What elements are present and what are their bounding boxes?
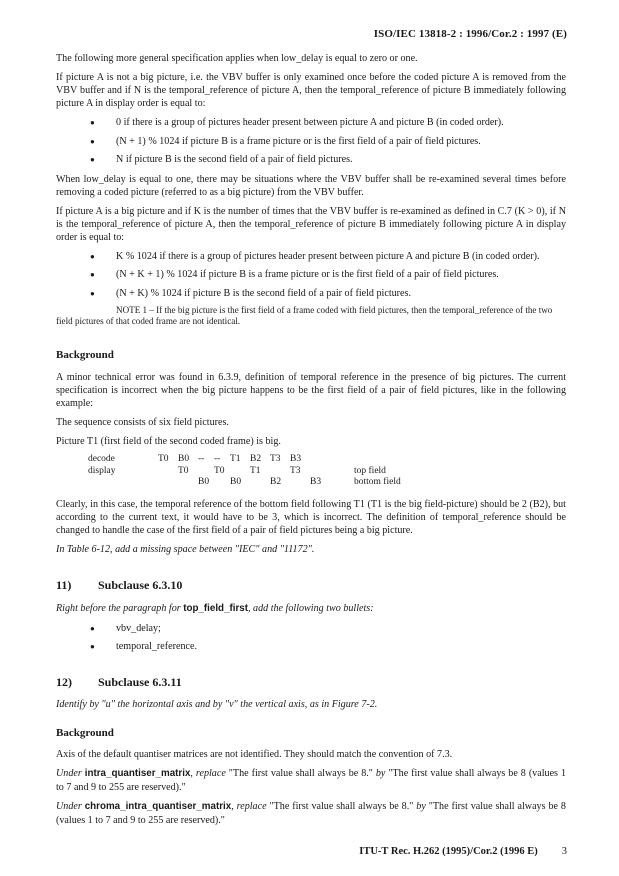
- background-paragraph-3: Picture T1 (first field of the second coded frame) is big.: [56, 436, 281, 447]
- table-cell: B0: [230, 477, 242, 488]
- table-cell: [310, 454, 354, 466]
- table-cell: T0: [214, 465, 225, 476]
- page-number: 3: [561, 846, 567, 857]
- code-term: chroma_intra_quantiser_matrix: [84, 800, 232, 812]
- table-cell: [354, 454, 405, 466]
- section-number: 11): [56, 578, 72, 593]
- list-item: ● K % 1024 if there is a group of pictures header present between picture A and picture B (in coded order).: [116, 250, 566, 263]
- table-cell: T1: [230, 454, 241, 465]
- old-text: "The first value shall always be 8.": [228, 767, 373, 779]
- instruction-text: , replace: [231, 800, 270, 812]
- instruction-text: Under: [56, 800, 85, 812]
- page-footer: [359, 846, 567, 857]
- list-item: ● (N + K) % 1024 if picture B is the second field of a pair of field pictures.: [116, 287, 566, 300]
- table-cell: [198, 466, 214, 478]
- page-header: ISO/IEC 13818-2 : 1996/Cor.2 : 1997 (E): [373, 28, 567, 40]
- instruction-text: In Table 6-12, add a missing space between "IEC" and "11172".: [56, 544, 315, 556]
- section-title: Subclause 6.3.11: [98, 674, 182, 689]
- background-paragraph-4: Clearly, in this case, the temporal reference of the bottom field following T1 (T1 is the big field-picture) should be 2 (B2), but according to the current text, it would have to be 3, which is incorrect. The definition of temporal_reference should be changed to handle the case of the first field of a pair of field pictures being a big picture.: [56, 498, 566, 537]
- table-cell: top field: [354, 465, 386, 476]
- table-cell: [178, 477, 198, 489]
- table-cell: [250, 477, 270, 489]
- list-item: ● (N + 1) % 1024 if picture B is a frame picture or is the first field of a pair of field pictures.: [116, 135, 566, 148]
- table-cell: B2: [270, 477, 282, 488]
- table-cell: --: [214, 454, 221, 465]
- intro-paragraph: The following more general specification applies when low_delay is equal to zero or one.: [56, 53, 418, 64]
- footer-text: ITU-T Rec. H.262 (1995)/Cor.2 (1996 E): [359, 846, 538, 857]
- background-paragraph-1: A minor technical error was found in 6.3.9, definition of temporal reference in the presence of big pictures. The current specification is incorrect when the big picture happens to be the first field of a pair of field pictures, like in the following example:: [56, 371, 566, 409]
- note-1: NOTE 1 – If the big picture is the first field of a frame coded with field pictures, then the temporal_reference of the two field pictures of that coded frame are not identical.: [56, 304, 553, 327]
- list-item: ● temporal_reference.: [116, 640, 566, 653]
- table-cell: B2: [250, 454, 262, 465]
- instruction-text: by: [372, 767, 389, 779]
- background-paragraph: Axis of the default quantiser matrices are not identified. They should match the convention of 7.3.: [56, 748, 453, 760]
- section-title: Subclause 6.3.10: [98, 578, 183, 593]
- table-cell: display: [88, 465, 116, 476]
- new-text: "The first value shall always be 8 (values 1 to 7 and 9 to 255 are reserved).": [56, 767, 566, 793]
- table-cell: [290, 477, 310, 489]
- table-cell: [230, 466, 250, 478]
- instruction-text: Identify by "u" the horizontal axis and by "v" the vertical axis, as in Figure 7-2.: [56, 699, 378, 711]
- table-cell: B3: [290, 454, 302, 465]
- subclause-12-heading: [56, 675, 566, 691]
- sequence-table: [88, 454, 405, 489]
- table-cell: [214, 477, 230, 489]
- table-cell: T0: [178, 465, 189, 476]
- table-cell: [158, 477, 178, 489]
- table-cell: T3: [270, 454, 281, 465]
- instruction-text: Under: [56, 767, 85, 779]
- table-cell: T0: [158, 454, 169, 465]
- lowdelay-paragraph: When low_delay is equal to one, there may be situations where the VBV buffer shall be re-examined several times before removing a coded picture (referred to as a big picture) from the VBV buffer.: [56, 173, 566, 198]
- document-body: [56, 52, 566, 833]
- list-item: ● 0 if there is a group of pictures header present between picture A and picture B (in coded order).: [116, 116, 566, 129]
- code-term: top_field_first: [183, 602, 248, 614]
- chroma-quantiser-instruction: [56, 800, 566, 827]
- intra-quantiser-instruction: [56, 767, 566, 794]
- background-heading: Background: [56, 726, 114, 739]
- table-cell: B0: [178, 454, 190, 465]
- instruction-text: Right before the paragraph for: [56, 602, 184, 614]
- new-text: "The first value shall always be 8 (values 1 to 7 and 9 to 255 are reserved).": [56, 800, 566, 826]
- table-cell: [270, 466, 290, 478]
- background-heading: Background: [56, 349, 114, 362]
- table-6-12-instruction: [56, 543, 566, 556]
- old-text: "The first value shall always be 8.": [269, 800, 414, 812]
- table-cell: [310, 466, 354, 478]
- instruction-text: , replace: [190, 767, 229, 779]
- subclause-12-instruction: [56, 698, 566, 711]
- code-term: intra_quantiser_matrix: [84, 767, 191, 779]
- table-cell: T1: [250, 465, 261, 476]
- subclause-11-heading: [56, 578, 566, 594]
- instruction-text: , add the following two bullets:: [247, 602, 374, 614]
- table-cell: --: [198, 454, 205, 465]
- table-cell: [88, 477, 158, 489]
- table-row: [88, 466, 405, 478]
- notbig-bullet-list: [56, 116, 566, 165]
- table-cell: B3: [310, 477, 322, 488]
- table-cell: bottom field: [354, 477, 401, 488]
- list-item: ● N if picture B is the second field of a pair of field pictures.: [116, 153, 566, 166]
- table-cell: [158, 466, 178, 478]
- table-row: [88, 477, 405, 489]
- list-item: ● vbv_delay;: [116, 622, 566, 635]
- notbig-lead-paragraph: If picture A is not a big picture, i.e. the VBV buffer is only examined once before the coded picture A is removed from the VBV buffer and if N is the temporal_reference of picture A, then the temporal_reference of picture B immediately following picture A in display order is equal to:: [56, 72, 566, 110]
- background-paragraph-2: The sequence consists of six field pictures.: [56, 416, 229, 428]
- subclause-11-instruction: [56, 602, 566, 616]
- list-item: ● (N + K + 1) % 1024 if picture B is a frame picture or is the first field of a pair of field pictures.: [116, 268, 566, 281]
- table-row: [88, 454, 405, 466]
- subclause-11-bullet-list: [56, 622, 566, 653]
- section-number: 12): [56, 674, 72, 689]
- table-cell: decode: [88, 454, 115, 465]
- instruction-text: by: [413, 800, 429, 812]
- table-cell: B0: [198, 477, 210, 488]
- big-lead-paragraph: If picture A is a big picture and if K is the number of times that the VBV buffer is re-examined as defined in C.7 (K > 0), if N is the temporal_reference of picture A, then the temporal_reference of picture B immediately following picture A in display order is equal to:: [56, 205, 566, 244]
- table-cell: T3: [290, 465, 301, 476]
- big-bullet-list: [56, 250, 566, 299]
